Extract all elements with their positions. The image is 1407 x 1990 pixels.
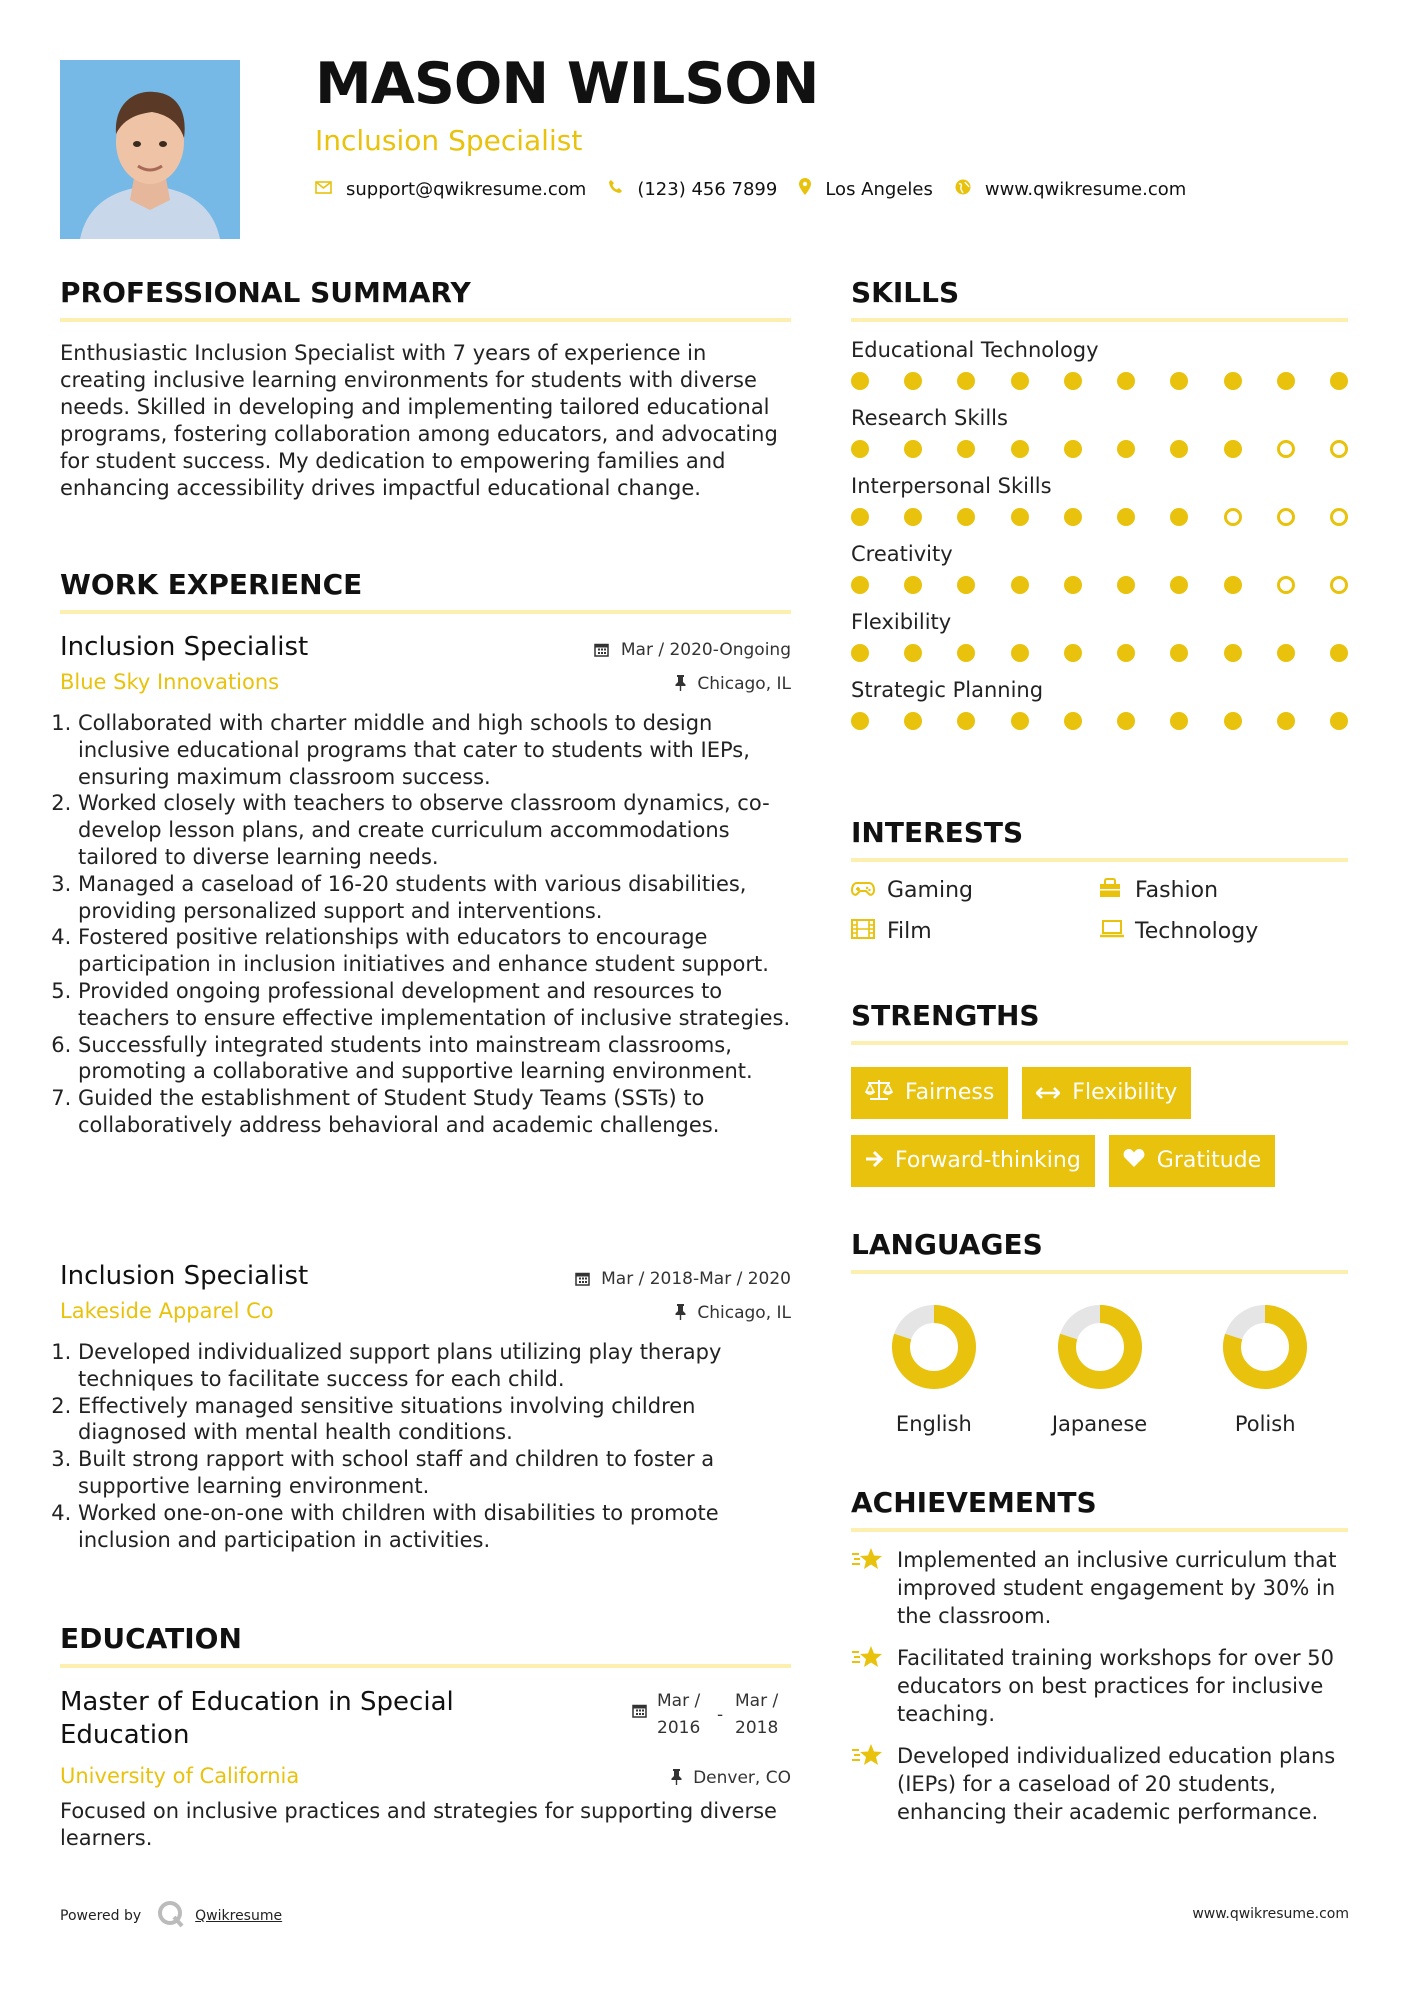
summary-section: [60, 276, 791, 502]
skill-dot-filled: [1117, 576, 1135, 594]
skill-dot-filled: [957, 576, 975, 594]
achievement-item: [851, 1644, 1348, 1728]
skill-dot-filled: [851, 372, 869, 390]
skill-name: Educational Technology: [851, 337, 1099, 362]
job-location: Chicago, IL: [697, 674, 791, 694]
arrows-h-icon: [1036, 1081, 1060, 1105]
skill-dot-filled: [1064, 372, 1082, 390]
strength-label: Forward-thinking: [895, 1148, 1081, 1174]
interest-label: Fashion: [1135, 877, 1219, 903]
strength-tag: [851, 1067, 1008, 1119]
globe-icon: [955, 179, 971, 200]
job-bullet: 4. Worked one-on-one with children with disabilities to promote inclusion and participation in activities.: [78, 1500, 791, 1554]
language-item: [1017, 1302, 1183, 1436]
skill-dot-empty: [1224, 508, 1242, 526]
interest-label: Gaming: [887, 877, 973, 903]
job-entry: [60, 632, 791, 1139]
education-start-year: 2016: [657, 1717, 701, 1738]
skill-dot-filled: [904, 440, 922, 458]
job-company: Lakeside Apparel Co: [60, 1299, 274, 1323]
job-bullet: 3. Managed a caseload of 16-20 students with various disabilities, providing personalized support and interventions.: [78, 871, 791, 925]
balance-scale-icon: [865, 1079, 893, 1106]
skill-dot-filled: [1011, 644, 1029, 662]
envelope-icon: [315, 179, 332, 199]
skill-dot-filled: [904, 508, 922, 526]
candidate-name: MASON WILSON: [315, 51, 819, 117]
summary-heading: PROFESSIONAL SUMMARY: [60, 276, 791, 322]
strength-label: Gratitude: [1156, 1148, 1262, 1174]
achievements-section: [851, 1486, 1348, 1826]
skill-rating: [851, 372, 1348, 390]
phone-icon: [608, 179, 623, 199]
achievement-item: [851, 1742, 1348, 1826]
skill-rating: [851, 508, 1348, 526]
skill-dot-filled: [1224, 644, 1242, 662]
skill-dot-filled: [1117, 372, 1135, 390]
skill-dot-empty: [1330, 440, 1348, 458]
education-section: [60, 1622, 791, 1852]
brand-link[interactable]: Qwikresume: [195, 1908, 283, 1924]
contact-email[interactable]: support@qwikresume.com: [346, 178, 587, 200]
skill-dot-filled: [1330, 644, 1348, 662]
experience-heading: WORK EXPERIENCE: [60, 568, 791, 614]
job-date: Mar / 2020-Ongoing: [620, 640, 791, 660]
skill-dot-filled: [904, 644, 922, 662]
trophy-star-icon: [851, 1644, 897, 1728]
skills-list: [851, 338, 1348, 730]
skill-dot-filled: [1170, 712, 1188, 730]
summary-text: Enthusiastic Inclusion Specialist with 7 years of experience in creating inclusive learning environments for students with diverse needs. Skilled in developing and implementing tailored educational programs, fostering collaboration among educators, and advocating for student success. My dedication to empowering families and enhancing accessibility drives impactful educational change.: [60, 340, 778, 500]
skill-dot-empty: [1277, 508, 1295, 526]
achievement-text: Facilitated training workshops for over 50 educators on best practices for inclusive teaching.: [897, 1645, 1335, 1726]
interest-item: [1099, 878, 1348, 903]
skill-dot-filled: [957, 440, 975, 458]
skill-dot-filled: [1277, 372, 1295, 390]
language-item: [1182, 1302, 1348, 1436]
job-bullet: 6. Successfully integrated students into mainstream classrooms, promoting a collaborative and supportive learning environment.: [78, 1032, 791, 1086]
job-company: Blue Sky Innovations: [60, 670, 280, 694]
skill-dot-filled: [1170, 644, 1188, 662]
skill-rating: [851, 712, 1348, 730]
trophy-star-icon: [851, 1546, 897, 1630]
contact-website[interactable]: www.qwikresume.com: [984, 178, 1187, 200]
interests-heading: INTERESTS: [851, 816, 1348, 862]
strength-label: Flexibility: [1072, 1080, 1178, 1106]
heart-icon: [1123, 1148, 1145, 1173]
skill-dot-filled: [957, 372, 975, 390]
skill-dot-filled: [1064, 576, 1082, 594]
experience-section: [60, 568, 791, 614]
skill-dot-filled: [1277, 712, 1295, 730]
skill-dot-filled: [851, 712, 869, 730]
gamepad-icon: [851, 878, 887, 902]
skills-section: [851, 276, 1348, 730]
education-degree: Master of Education in Special Education: [60, 1686, 454, 1750]
skill-dot-filled: [851, 440, 869, 458]
achievement-item: [851, 1546, 1348, 1630]
skill-item: [851, 338, 1348, 390]
calendar-icon: [632, 1700, 647, 1727]
skill-name: Creativity: [851, 541, 953, 566]
language-donut: [889, 1302, 979, 1392]
skill-dot-filled: [1064, 712, 1082, 730]
strength-tag: [851, 1135, 1095, 1187]
achievement-text: Implemented an inclusive curriculum that improved student engagement by 30% in the classroom.: [897, 1547, 1337, 1628]
skill-dot-filled: [1064, 508, 1082, 526]
interests-section: [851, 816, 1348, 944]
skill-dot-filled: [851, 576, 869, 594]
skill-dot-filled: [1170, 372, 1188, 390]
achievement-text: Developed individualized education plans (IEPs) for a caseload of 20 students, enhancing their academic performance.: [897, 1743, 1336, 1824]
skill-item: [851, 542, 1348, 594]
education-end-month: Mar /: [735, 1690, 779, 1711]
contact-bar: [315, 178, 1208, 200]
job-bullet: 4. Fostered positive relationships with educators to encourage participation in inclusion initiatives and enhance student support.: [78, 924, 791, 978]
language-name: Polish: [1234, 1411, 1296, 1436]
skill-dot-filled: [1117, 712, 1135, 730]
skill-dot-filled: [1170, 508, 1188, 526]
trophy-star-icon: [851, 1742, 897, 1826]
map-marker-icon: [799, 178, 811, 200]
job-bullet: 2. Effectively managed sensitive situations involving children diagnosed with mental health conditions.: [78, 1393, 791, 1447]
contact-phone[interactable]: (123) 456 7899: [637, 178, 778, 200]
film-icon: [851, 919, 887, 944]
skill-dot-filled: [904, 576, 922, 594]
skill-dot-filled: [1011, 372, 1029, 390]
skill-dot-filled: [1011, 508, 1029, 526]
language-donut: [1055, 1302, 1145, 1392]
language-donut: [1220, 1302, 1310, 1392]
skill-name: Interpersonal Skills: [851, 473, 1052, 498]
candidate-title: Inclusion Specialist: [315, 124, 583, 157]
education-end-year: 2018: [735, 1717, 779, 1738]
skill-dot-filled: [1224, 372, 1242, 390]
language-name: English: [895, 1411, 972, 1436]
job-bullets: [60, 1339, 791, 1553]
strengths-heading: STRENGTHS: [851, 999, 1348, 1045]
language-item: [851, 1302, 1017, 1436]
skill-dot-filled: [1224, 712, 1242, 730]
skill-rating: [851, 440, 1348, 458]
skill-dot-empty: [1330, 576, 1348, 594]
skill-item: [851, 474, 1348, 526]
job-location: Chicago, IL: [697, 1303, 791, 1323]
education-school: University of California: [60, 1763, 300, 1788]
skill-dot-filled: [1224, 440, 1242, 458]
skill-dot-empty: [1277, 440, 1295, 458]
education-start-month: Mar /: [657, 1690, 701, 1711]
languages-section: [851, 1228, 1348, 1436]
strength-label: Fairness: [905, 1080, 995, 1106]
job-entry: [60, 1261, 791, 1553]
skill-item: [851, 406, 1348, 458]
skill-item: [851, 678, 1348, 730]
interest-item: [1099, 919, 1348, 944]
footer-website[interactable]: www.qwikresume.com: [1192, 1906, 1349, 1922]
strength-tag: [1109, 1135, 1275, 1187]
languages-heading: LANGUAGES: [851, 1228, 1348, 1274]
skill-dot-filled: [1277, 644, 1295, 662]
job-bullet: 3. Built strong rapport with school staff and children to foster a supportive learning environment.: [78, 1446, 791, 1500]
language-name: Japanese: [1051, 1411, 1148, 1436]
calendar-icon: [594, 640, 620, 660]
skill-dot-empty: [1277, 576, 1295, 594]
skill-dot-filled: [1064, 644, 1082, 662]
skill-dot-filled: [957, 508, 975, 526]
skill-dot-filled: [1011, 576, 1029, 594]
skill-name: Research Skills: [851, 405, 1008, 430]
job-title: Inclusion Specialist: [60, 632, 309, 662]
job-title: Inclusion Specialist: [60, 1261, 309, 1291]
skill-rating: [851, 576, 1348, 594]
bag-icon: [1099, 878, 1135, 903]
interest-label: Technology: [1135, 918, 1259, 944]
skill-dot-filled: [1170, 576, 1188, 594]
contact-location: Los Angeles: [825, 178, 933, 200]
laptop-icon: [1099, 919, 1135, 943]
skill-dot-filled: [1330, 372, 1348, 390]
education-heading: EDUCATION: [60, 1622, 791, 1668]
skill-dot-filled: [1117, 644, 1135, 662]
arrow-right-icon: [865, 1149, 883, 1173]
skill-dot-filled: [1011, 440, 1029, 458]
pushpin-icon: [675, 674, 697, 694]
skill-name: Flexibility: [851, 609, 952, 634]
skill-dot-empty: [1330, 508, 1348, 526]
skill-dot-filled: [851, 508, 869, 526]
interest-label: Film: [887, 918, 932, 944]
footer-brand: [60, 1900, 282, 1932]
skill-dot-filled: [1011, 712, 1029, 730]
pushpin-icon: [675, 1303, 697, 1323]
education-description: Focused on inclusive practices and strategies for supporting diverse learners.: [60, 1798, 777, 1850]
job-bullet: 7. Guided the establishment of Student Study Teams (SSTs) to collaboratively address behavioral and academic challenges.: [78, 1085, 791, 1139]
job-date: Mar / 2018-Mar / 2020: [601, 1269, 791, 1289]
date-separator: -: [717, 1704, 724, 1725]
skill-dot-filled: [1064, 440, 1082, 458]
job-bullets: [60, 710, 791, 1139]
job-bullet: 5. Provided ongoing professional development and resources to teachers to ensure effective implementation of inclusive strategies.: [78, 978, 791, 1032]
skills-heading: SKILLS: [851, 276, 1348, 322]
achievements-heading: ACHIEVEMENTS: [851, 1486, 1348, 1532]
calendar-icon: [575, 1269, 601, 1289]
skill-dot-filled: [1117, 440, 1135, 458]
skill-name: Strategic Planning: [851, 677, 1044, 702]
strength-tag: [1022, 1067, 1191, 1119]
skill-dot-filled: [1117, 508, 1135, 526]
skill-dot-filled: [957, 644, 975, 662]
skill-rating: [851, 644, 1348, 662]
strengths-section: [851, 999, 1348, 1187]
pushpin-icon: [671, 1768, 693, 1788]
skill-dot-filled: [1224, 576, 1242, 594]
job-bullet: 1. Collaborated with charter middle and high schools to design inclusive educational programs that cater to students with IEPs, ensuring maximum classroom success.: [78, 710, 791, 790]
skill-dot-filled: [1170, 440, 1188, 458]
qwikresume-logo-icon: [157, 1900, 185, 1932]
skill-dot-filled: [957, 712, 975, 730]
education-location: Denver, CO: [693, 1767, 791, 1788]
interest-item: [851, 919, 1099, 944]
job-bullet: 2. Worked closely with teachers to observe classroom dynamics, co-develop lesson plans, and create curriculum accommodations tailored to diverse learning needs.: [78, 790, 791, 870]
skill-dot-filled: [904, 372, 922, 390]
interest-item: [851, 878, 1099, 903]
skill-dot-filled: [1330, 712, 1348, 730]
skill-dot-filled: [904, 712, 922, 730]
job-bullet: 1. Developed individualized support plans utilizing play therapy techniques to facilitate success for each child.: [78, 1339, 791, 1393]
profile-photo: [60, 60, 240, 239]
skill-dot-filled: [851, 644, 869, 662]
powered-by-label: Powered by: [60, 1908, 142, 1924]
skill-item: [851, 610, 1348, 662]
